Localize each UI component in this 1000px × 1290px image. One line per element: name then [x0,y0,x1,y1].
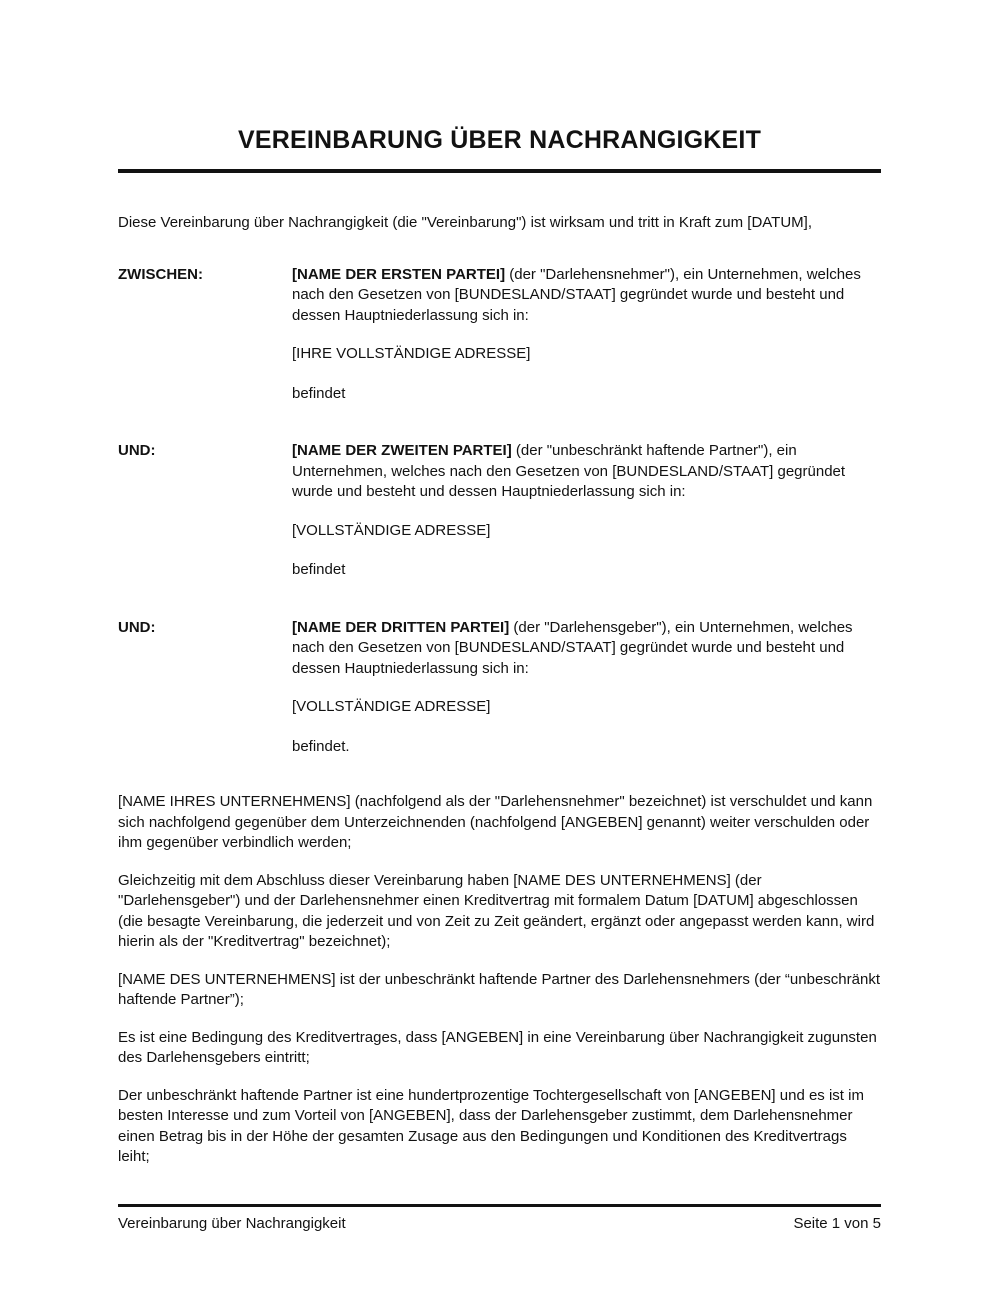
party-block-zwischen [118,265,881,405]
party-description-text: (der "Darlehensnehmer"), ein Unternehmen, welches nach den Gesetzen von [BUNDESLAND/STAAT] gegründet wurde und besteht und dessen Hauptniederlassung sich in: [292,265,861,324]
party-label: ZWISCHEN: [118,265,203,283]
party-closing: befindet. [292,737,350,755]
recital-paragraph-2: Gleichzeitig mit dem Abschluss dieser Vereinbarung haben [NAME DES UNTERNEHMENS] (der "Darlehensgeber") und der Darlehensnehmer einen Kreditvertrag mit formalem Datum [DATUM] abgeschlossen (die besagte Vereinbarung, die jederzeit und von Zeit zu Zeit geändert, ergänzt oder angepasst werden kann, wird hierin als der "Kreditvertrag" bezeichnet); [118,871,875,950]
party-name: [NAME DER ZWEITEN PARTEI] [292,442,512,459]
party-name: [NAME DER DRITTEN PARTEI] [292,618,510,636]
party-address: [VOLLSTÄNDIGE ADRESSE] [292,521,491,539]
party-address: [VOLLSTÄNDIGE ADRESSE] [292,698,491,715]
party-description [292,265,881,327]
party-address: [IHRE VOLLSTÄNDIGE ADRESSE] [292,345,531,362]
party-label: UND: [118,442,156,459]
party-name: [NAME DER ERSTEN PARTEI] [292,265,506,283]
recital-paragraph-1: [NAME IHRES UNTERNEHMENS] (nachfolgend als der "Darlehensnehmer" bezeichnet) ist verschuldet und kann sich nachfolgend gegenüber dem Unterzeichnenden (nachfolgend [ANGEBEN] genannt) weiter verschulden oder ihm gegenüber verbindlich werden; [118,793,873,851]
footer-row [118,1214,881,1235]
party-block-und-2 [118,618,881,758]
party-description-text: (der "Darlehensgeber"), ein Unternehmen, welches nach den Gesetzen von [BUNDESLAND/STAAT] gegründet wurde und besteht und dessen Hauptniederlassung sich in: [292,618,853,677]
footer-document-title: Vereinbarung über Nachrangigkeit [118,1215,346,1232]
footer-page-number: Seite 1 von 5 [793,1215,881,1232]
party-block-und-1 [118,441,881,581]
party-description [292,441,881,503]
page-footer [118,1204,881,1235]
recital-paragraph-5: Der unbeschränkt haftende Partner ist eine hundertprozentige Tochtergesellschaft von [ANGEBEN] und es ist im besten Interesse und zum Vorteil von [ANGEBEN], dass der Darlehensgeber zustimmt, dem Darlehensnehmer einen Betrag bis in der Höhe der gesamten Zusage aus den Bedingungen und Konditionen des Kreditvertrags leiht; [118,1086,864,1165]
title-divider [118,169,881,173]
document-content [0,127,1000,1168]
party-description-text: (der "unbeschränkt haftende Partner"), ein Unternehmen, welches nach den Gesetzen von [BUNDESLAND/STAAT] gegründet wurde und besteht und dessen Hauptniederlassung sich in: [292,442,846,500]
party-closing: befindet [292,561,346,578]
party-content [292,618,881,758]
party-description [292,618,881,680]
intro-paragraph: Diese Vereinbarung über Nachrangigkeit (die "Vereinbarung") ist wirksam und tritt in Kraft zum [DATUM], [118,214,812,231]
party-content [292,265,881,405]
footer-divider [118,1204,881,1207]
party-label: UND: [118,618,156,636]
recital-paragraph-3: [NAME DES UNTERNEHMENS] ist der unbeschränkt haftende Partner des Darlehensnehmers (der “unbeschränkt haftende Partner”); [118,970,880,1008]
party-content [292,441,881,581]
party-closing: befindet [292,384,346,402]
document-title: VEREINBARUNG ÜBER NACHRANGIGKEIT [237,126,762,154]
recital-paragraph-4: Es ist eine Bedingung des Kreditvertrages, dass [ANGEBEN] in eine Vereinbarung über Nachrangigkeit zugunsten des Darlehensgebers eintritt; [118,1028,877,1066]
